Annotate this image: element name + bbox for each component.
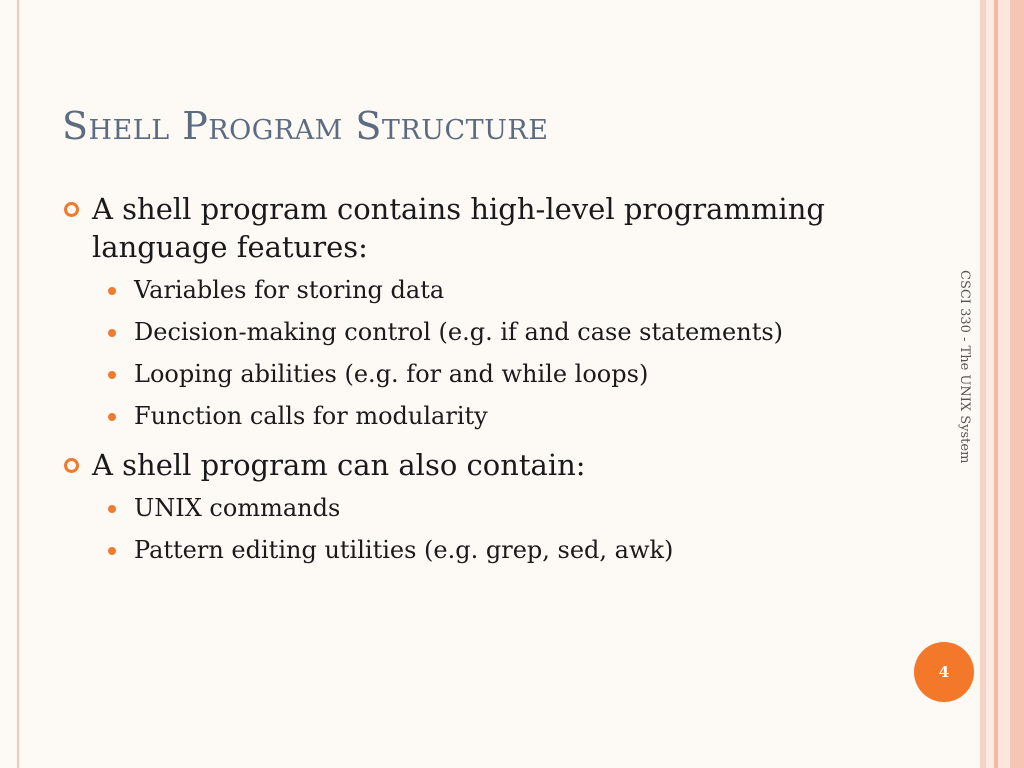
dot-bullet-icon (108, 329, 116, 337)
right-border-stripe (998, 0, 1010, 768)
right-border-stripe (986, 0, 994, 768)
page-number-badge: 4 (914, 642, 974, 702)
slide-title: Shell Program Structure (62, 104, 549, 148)
bullet-item (64, 190, 924, 266)
sub-bullet-item (64, 400, 924, 432)
slide-body (64, 190, 924, 576)
bullet-item (64, 446, 924, 484)
sub-bullet-text: UNIX commands (134, 494, 341, 522)
left-border-line (17, 0, 19, 768)
bullet-text: A shell program contains high-level programming language features: (92, 192, 825, 264)
ring-bullet-icon (64, 202, 79, 217)
dot-bullet-icon (108, 287, 116, 295)
sub-bullet-item (64, 534, 924, 566)
sub-bullet-text: Variables for storing data (134, 276, 445, 304)
sub-bullet-item (64, 316, 924, 348)
sub-bullet-text: Decision-making control (e.g. if and case statements) (134, 318, 784, 346)
course-caption: CSCI 330 - The UNIX System (957, 270, 972, 464)
dot-bullet-icon (108, 413, 116, 421)
dot-bullet-icon (108, 547, 116, 555)
right-border-stripe (1010, 0, 1024, 768)
bullet-text: A shell program can also contain: (92, 448, 586, 482)
sub-bullet-text: Looping abilities (e.g. for and while loops) (134, 360, 649, 388)
sub-bullet-text: Pattern editing utilities (e.g. grep, sed, awk) (134, 536, 674, 564)
dot-bullet-icon (108, 371, 116, 379)
sub-bullet-text: Function calls for modularity (134, 402, 488, 430)
dot-bullet-icon (108, 505, 116, 513)
ring-bullet-icon (64, 458, 79, 473)
sub-bullet-item (64, 274, 924, 306)
sub-bullet-item (64, 358, 924, 390)
sub-bullet-item (64, 492, 924, 524)
